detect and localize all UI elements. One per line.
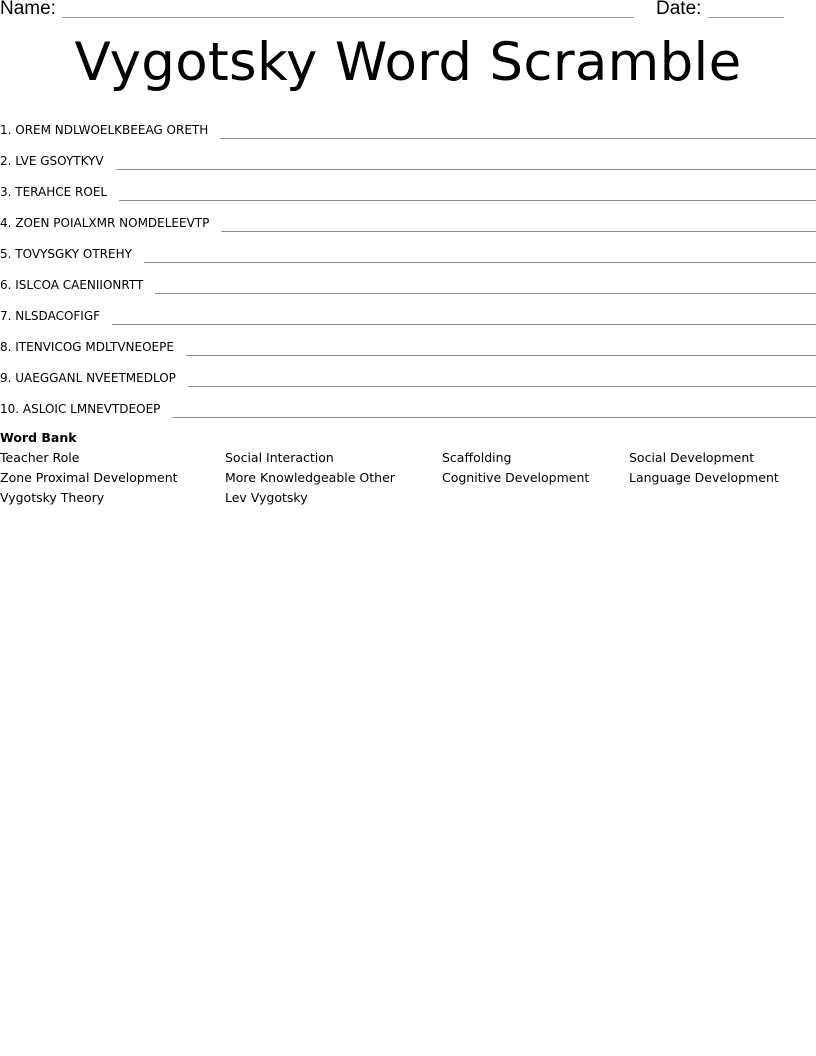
scrambled-word: 8. ITENVICOG MDLTVNEOEPE (0, 340, 174, 354)
scrambled-word: 2. LVE GSOYTKYV (0, 154, 104, 168)
scrambled-word: 1. OREM NDLWOELKBEEAG ORETH (0, 123, 209, 137)
answer-line (155, 293, 816, 294)
answer-line (172, 417, 816, 418)
word-bank-title: Word Bank (0, 430, 77, 445)
puzzle-item (0, 390, 816, 421)
puzzle-list (0, 111, 816, 421)
puzzle-item (0, 142, 816, 173)
scrambled-word: 4. ZOEN POIALXMR NOMDELEEVTP (0, 216, 210, 230)
puzzle-item (0, 359, 816, 390)
puzzle-item (0, 328, 816, 359)
scrambled-word: 3. TERAHCE ROEL (0, 185, 108, 199)
answer-line (221, 231, 816, 232)
date-label: Date: (656, 0, 702, 19)
word-bank-grid (0, 450, 816, 512)
name-label: Name: (0, 0, 56, 19)
answer-line (119, 200, 816, 201)
answer-line (112, 324, 816, 325)
answer-line (188, 386, 816, 387)
scrambled-word: 5. TOVYSGKY OTREHY (0, 247, 132, 261)
name-field-line (62, 17, 634, 18)
word-bank-item: Teacher Role (0, 450, 80, 465)
puzzle-item (0, 111, 816, 142)
answer-line (116, 169, 816, 170)
word-bank-item: Language Development (629, 470, 779, 485)
answer-line (220, 138, 816, 139)
word-bank-item: Lev Vygotsky (225, 490, 308, 505)
word-bank-item: Social Development (629, 450, 755, 465)
scrambled-word: 10. ASLOIC LMNEVTDEOEP (0, 402, 161, 416)
puzzle-item (0, 204, 816, 235)
page-title: Vygotsky Word Scramble (74, 32, 742, 93)
date-field-line (708, 17, 784, 18)
scrambled-word: 7. NLSDACOFIGF (0, 309, 101, 323)
puzzle-item (0, 173, 816, 204)
word-bank-item: Vygotsky Theory (0, 490, 105, 505)
scrambled-word: 6. ISLCOA CAENIIONRTT (0, 278, 144, 292)
word-bank-item: Social Interaction (225, 450, 334, 465)
word-bank-item: Zone Proximal Development (0, 470, 178, 485)
answer-line (144, 262, 816, 263)
word-bank-item: Cognitive Development (442, 470, 590, 485)
word-bank-item: More Knowledgeable Other (225, 470, 395, 485)
puzzle-item (0, 266, 816, 297)
word-bank (0, 430, 816, 512)
header-row (0, 0, 816, 22)
answer-line (186, 355, 816, 356)
puzzle-item (0, 297, 816, 328)
scrambled-word: 9. UAEGGANL NVEETMEDLOP (0, 371, 176, 385)
word-bank-item: Scaffolding (442, 450, 512, 465)
puzzle-item (0, 235, 816, 266)
